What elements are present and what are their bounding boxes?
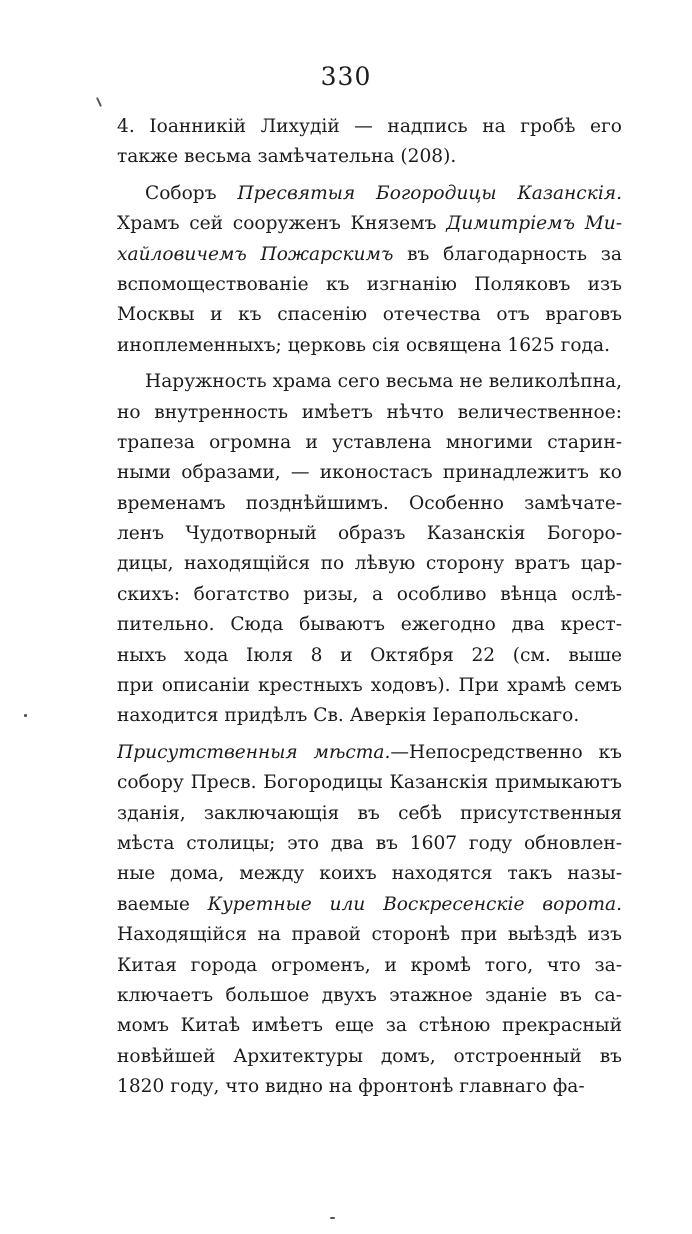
text-segment: вспомоществованіе къ изгнанію Поляковъ изъ: [117, 273, 622, 295]
italic-text: Димитріемъ Ми-: [446, 213, 622, 235]
text-segment: ключаетъ большое двухъ этажное зданіе въ са-: [117, 984, 622, 1006]
text-line: [117, 799, 622, 829]
text-segment: скихъ: богатство ризы, а особливо вѣнца ослѣ-: [117, 583, 622, 605]
text-segment: Храмъ сей сооруженъ Княземъ: [117, 213, 447, 235]
paragraph-p3: [117, 367, 622, 732]
scan-speck: [24, 714, 27, 717]
text-segment: зданія, заключающія въ себѣ присутственныя: [117, 802, 622, 824]
text-segment: ные дома, между коихъ находятся такъ назы-: [117, 863, 622, 885]
text-line: [117, 829, 622, 859]
text-line: [117, 610, 622, 640]
text-line: [117, 890, 622, 920]
text-segment: 1820 году, что видно на фронтонѣ главнаго фа-: [117, 1076, 585, 1098]
text-segment: ваемые: [117, 893, 208, 915]
text-line: [117, 1011, 622, 1041]
text-segment: Находящійся на правой сторонѣ при выѣздѣ изъ: [117, 924, 622, 946]
text-line: [117, 701, 622, 731]
text-segment: собору Пресв. Богородицы Казанскія примыкаютъ: [117, 772, 622, 794]
text-segment: Москвы и къ спасенію отечества отъ враговъ: [117, 304, 622, 326]
page-number: 330: [320, 62, 372, 91]
text-segment: новѣйшей Архитектуры домъ, отстроенный въ: [117, 1045, 622, 1067]
italic-text: хайловичемъ Пожарскимъ: [117, 243, 394, 265]
paragraph-p1: [117, 112, 622, 173]
text-segment: Соборъ: [145, 182, 238, 204]
text-segment: Китая города огроменъ, и кромѣ того, что за-: [117, 954, 622, 976]
text-segment: Наружность храма сего весьма не великолѣпна,: [145, 371, 622, 393]
text-segment: иноплеменныхъ; церковь сія освящена 1625 года.: [117, 334, 611, 356]
text-segment: въ благодарность за: [393, 243, 622, 265]
text-segment: момъ Китаѣ имѣетъ еще за стѣною прекрасный: [117, 1015, 622, 1037]
paragraph-p4: [117, 738, 622, 1103]
text-line: [117, 240, 622, 270]
text-segment: мѣста столицы; это два въ 1607 году обновлен-: [117, 832, 622, 854]
text-line: [117, 270, 622, 300]
text-line: [117, 768, 622, 798]
text-segment: при описаніи крестныхъ ходовъ). При храмѣ семъ: [117, 675, 622, 697]
text-line: [117, 738, 622, 768]
scan-speck: [96, 97, 102, 107]
text-line: [117, 331, 622, 361]
text-line: [117, 1072, 622, 1102]
text-line: [117, 179, 622, 209]
text-line: [117, 300, 622, 330]
text-line: [117, 142, 622, 172]
text-segment: —Непосредственно къ: [390, 741, 622, 763]
text-line: [117, 458, 622, 488]
text-line: [117, 671, 622, 701]
italic-text: Присутственныя мѣста.: [117, 741, 391, 763]
text-line: [117, 580, 622, 610]
text-line: [117, 549, 622, 579]
text-line: [117, 641, 622, 671]
text-line: [117, 981, 622, 1011]
text-segment: ныхъ хода Іюля 8 и Октября 22 (см. выше: [117, 644, 622, 666]
text-line: [117, 489, 622, 519]
text-segment: находится придѣлъ Св. Аверкія Іерапольскаго.: [117, 705, 580, 727]
text-line: [117, 428, 622, 458]
text-line: [117, 398, 622, 428]
text-line: [117, 920, 622, 950]
text-segment: 4. Іоанникій Лихудій — надпись на гробѣ его: [117, 116, 622, 137]
text-line: [117, 112, 622, 142]
text-body: [117, 112, 622, 1103]
text-segment: трапеза огромна и уставлена многими старин-: [117, 431, 622, 453]
text-segment: ными образами, — иконостасъ принадлежитъ ко: [117, 462, 622, 484]
text-line: [117, 209, 622, 239]
text-segment: также весьма замѣчательна (208).: [117, 146, 457, 168]
text-line: [117, 859, 622, 889]
text-segment: пительно. Сюда бываютъ ежегодно два крест-: [117, 614, 622, 636]
text-segment: временамъ позднѣйшимъ. Особенно замѣчате-: [117, 492, 622, 514]
italic-text: Куретные или Воскресенскіе ворота.: [207, 893, 622, 915]
text-line: [117, 951, 622, 981]
text-segment: дицы, находящійся по лѣвую сторону вратъ цар-: [117, 553, 622, 575]
text-line: [117, 1042, 622, 1072]
paragraph-p2: [117, 179, 622, 361]
scan-speck: [330, 1217, 335, 1219]
text-segment: но внутренность имѣетъ нѣчто величественное:: [117, 401, 622, 423]
text-line: [117, 519, 622, 549]
text-line: [117, 367, 622, 397]
italic-text: Пресвятыя Богородицы Казанскія.: [237, 182, 622, 204]
text-segment: ленъ Чудотворный образъ Казанскія Богоро-: [117, 523, 622, 545]
